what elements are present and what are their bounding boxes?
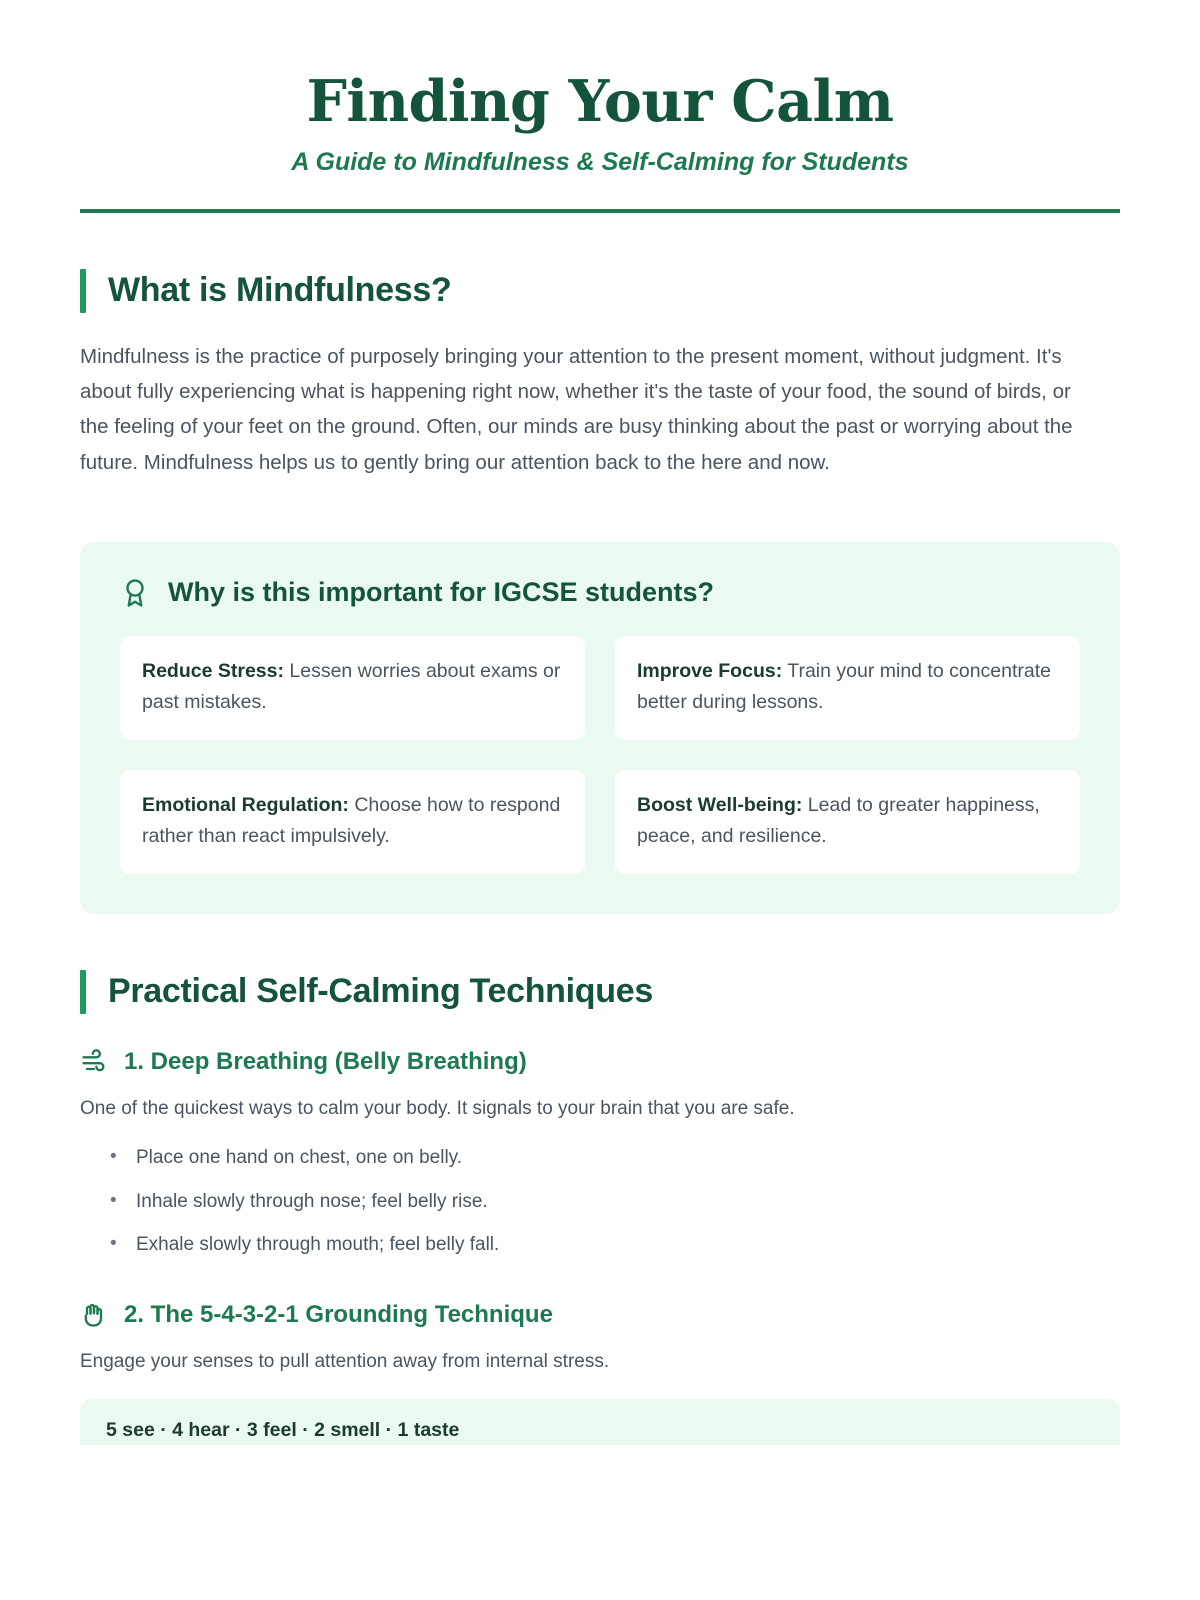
section-paragraph: Mindfulness is the practice of purposely bringing your attention to the present moment, without judgment. It's about fully experiencing what is happening right now, whether it's the taste of your food, the sound of birds, or the feeling of your feet on the ground. Often, our minds are busy thinking about the past or worrying about the future. Mindfulness helps us to gently bring our attention back to the here and now. xyxy=(80,344,1073,474)
callout-card-grid xyxy=(120,636,1080,874)
header-divider xyxy=(80,209,1120,213)
section-accent-bar xyxy=(80,269,86,313)
document-header xyxy=(80,0,1120,177)
section-title: Practical Self-Calming Techniques xyxy=(108,972,653,1011)
callout-card xyxy=(120,770,585,874)
callout-card-label: Emotional Regulation: xyxy=(142,793,349,816)
list-item: • Place one hand on chest, one on belly. xyxy=(110,1136,1120,1179)
technique-description: Engage your senses to pull attention away from internal stress. xyxy=(80,1350,610,1372)
technique-description: One of the quickest ways to calm your body. It signals to your brain that you are safe. xyxy=(80,1097,795,1119)
technique-title: 2. The 5-4-3-2-1 Grounding Technique xyxy=(124,1300,553,1328)
callout-card-text: Lessen worries about exams or past mistakes. xyxy=(142,659,561,714)
callout-card xyxy=(120,636,585,740)
callout-card-label: Reduce Stress: xyxy=(142,659,284,682)
technique-header xyxy=(80,1048,1120,1076)
callout-card-label: Improve Focus: xyxy=(637,659,783,682)
callout-card-text: Train your mind to concentrate better during lessons. xyxy=(637,659,1052,714)
callout-card-text: Lead to greater happiness, peace, and resilience. xyxy=(637,793,1040,848)
grounding-senses-panel xyxy=(80,1399,1120,1445)
list-item: • Exhale slowly through mouth; feel belly fall. xyxy=(110,1223,1120,1266)
callout-card xyxy=(615,636,1080,740)
list-item: • Inhale slowly through nose; feel belly rise. xyxy=(110,1180,1120,1223)
technique-grounding xyxy=(80,1301,1120,1377)
raised-hand-icon xyxy=(80,1301,108,1329)
callout-card xyxy=(615,770,1080,874)
section-accent-bar xyxy=(80,970,86,1014)
callout-card-text: Choose how to respond rather than react impulsively. xyxy=(142,793,561,848)
technique-header xyxy=(80,1301,1120,1329)
technique-step-list xyxy=(80,1136,1120,1266)
technique-deep-breathing xyxy=(80,1048,1120,1267)
wind-breath-icon xyxy=(80,1048,108,1076)
award-ribbon-icon xyxy=(120,576,150,610)
callout-header xyxy=(120,576,1080,610)
section-heading-what-is-mindfulness xyxy=(80,269,1120,313)
page-title: Finding Your Calm xyxy=(306,68,894,135)
importance-callout xyxy=(80,542,1120,914)
section-title: What is Mindfulness? xyxy=(108,271,452,310)
section-heading-practical-techniques xyxy=(80,970,1120,1014)
callout-title: Why is this important for IGCSE students? xyxy=(168,577,715,608)
grounding-senses-text: 5 see · 4 hear · 3 feel · 2 smell · 1 taste xyxy=(106,1418,460,1441)
callout-card-label: Boost Well-being: xyxy=(637,793,803,816)
page-subtitle: A Guide to Mindfulness & Self-Calming for Students xyxy=(291,147,909,176)
technique-title: 1. Deep Breathing (Belly Breathing) xyxy=(124,1047,527,1075)
